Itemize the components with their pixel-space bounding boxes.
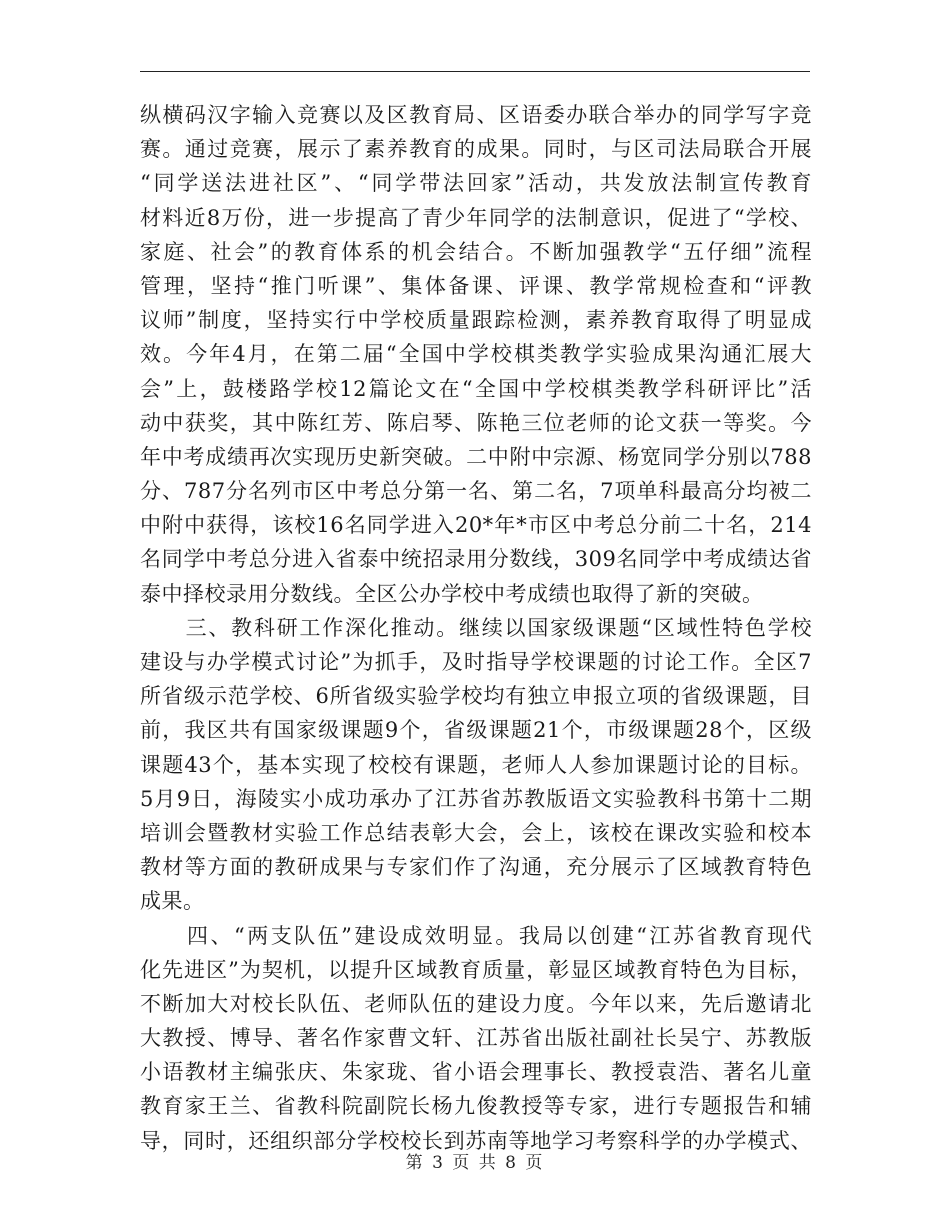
text-line: 建设与办学模式讨论”为抓手，及时指导学校课题的讨论工作。全区7 xyxy=(140,650,812,674)
text-line: 所省级示范学校、6所省级实验学校均有独立申报立项的省级课题，目 xyxy=(140,684,812,709)
text-line: 效。今年4月，在第二届“全国中学校棋类教学实验成果沟通汇展大 xyxy=(140,342,812,367)
text-line: 议师”制度，坚持实行中学校质量跟踪检测，素养教育取得了明显成 xyxy=(140,308,812,333)
text-line: 中附中获得，该校16名同学进入20*年*市区中考总分前二十名，214 xyxy=(140,513,812,538)
text-line: 纵横码汉字输入竞赛以及区教育局、区语委办联合举办的同学写字竞 xyxy=(140,103,812,127)
text-line: 教材等方面的教研成果与专家们作了沟通，充分展示了区域教育特色 xyxy=(140,855,812,880)
text-line: 不断加大对校长队伍、老师队伍的建设力度。今年以来，先后邀请北 xyxy=(140,991,812,1016)
text-line: 成果。 xyxy=(140,889,205,914)
text-line: “同学送法进社区”、“同学带法回家”活动，共发放法制宣传教育 xyxy=(140,171,812,196)
text-line: 导，同时，还组织部分学校校长到苏南等地学习考察科学的办学模式、 xyxy=(140,1128,812,1153)
text-line: 前，我区共有国家级课题9个，省级课题21个，市级课题28个，区级 xyxy=(140,718,812,743)
text-line: 赛。通过竞赛，展示了素养教育的成果。同时，与区司法局联合开展 xyxy=(140,137,812,162)
page-number-footer: 第 3 页 共 8 页 xyxy=(405,1153,545,1173)
text-line: 四、“两支队伍”建设成效明显。我局以创建“江苏省教育现代 xyxy=(140,923,812,948)
text-line: 管理，坚持“推门听课”、集体备课、评课、教学常规检查和“评教 xyxy=(140,273,812,298)
text-line: 名同学中考总分进入省泰中统招录用分数线，309名同学中考成绩达省 xyxy=(140,547,812,572)
text-line: 化先进区”为契机，以提升区域教育质量，彰显区域教育特色为目标， xyxy=(140,957,812,982)
text-line: 会”上，鼓楼路学校12篇论文在“全国中学校棋类教学科研评比”活 xyxy=(140,376,812,401)
text-line: 小语教材主编张庆、朱家珑、省小语会理事长、教授袁浩、著名儿童 xyxy=(140,1060,812,1085)
text-line: 材料近8万份，进一步提高了青少年同学的法制意识，促进了“学校、 xyxy=(140,205,812,230)
text-line: 分、787分名列市区中考总分第一名、第二名，7项单科最高分均被二 xyxy=(140,479,812,504)
header-rule xyxy=(140,71,810,72)
text-line: 动中获奖，其中陈红芳、陈启琴、陈艳三位老师的论文获一等奖。今 xyxy=(140,410,812,435)
text-line: 教育家王兰、省教科院副院长杨九俊教授等专家，进行专题报告和辅 xyxy=(140,1094,812,1119)
text-line: 5月9日，海陵实小成功承办了江苏省苏教版语文实验教科书第十二期 xyxy=(140,786,812,811)
text-line: 培训会暨教材实验工作总结表彰大会，会上，该校在课改实验和校本 xyxy=(140,820,812,845)
text-line: 课题43个，基本实现了校校有课题，老师人人参加课题讨论的目标。 xyxy=(140,752,812,777)
text-line: 泰中择校录用分数线。全区公办学校中考成绩也取得了新的突破。 xyxy=(140,581,764,606)
text-line: 家庭、社会”的教育体系的机会结合。不断加强教学“五仔细”流程 xyxy=(140,239,812,264)
text-line: 大教授、博导、著名作家曹文轩、江苏省出版社副社长吴宁、苏教版 xyxy=(140,1026,812,1051)
text-line: 年中考成绩再次实现历史新突破。二中附中宗源、杨宽同学分别以788 xyxy=(140,444,812,469)
body-text xyxy=(140,98,812,1158)
text-line: 三、教科研工作深化推动。继续以国家级课题“区域性特色学校 xyxy=(140,615,812,640)
